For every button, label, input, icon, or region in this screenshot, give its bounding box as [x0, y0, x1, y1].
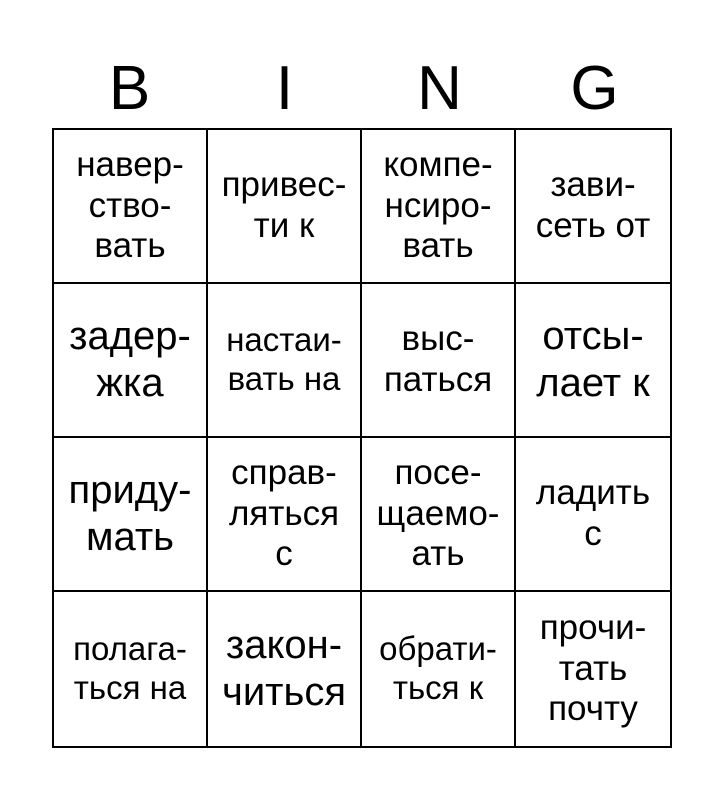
- bingo-cell[interactable]: [54, 130, 208, 284]
- cell-text: прочи- тать почту: [539, 607, 647, 729]
- header-letter-n: N: [417, 54, 462, 123]
- cell-text: задер- жка: [69, 314, 191, 405]
- cell-text: выс- паться: [383, 319, 493, 399]
- bingo-cell[interactable]: [208, 592, 362, 746]
- header-letter-b: B: [108, 54, 151, 123]
- bingo-cell[interactable]: [516, 438, 670, 592]
- bingo-cell[interactable]: [54, 592, 208, 746]
- bingo-cell[interactable]: [516, 130, 670, 284]
- bingo-cell[interactable]: [362, 438, 516, 592]
- bingo-cell[interactable]: [516, 592, 670, 746]
- bingo-cell[interactable]: [516, 284, 670, 438]
- bingo-cell[interactable]: [362, 130, 516, 284]
- cell-text: зави- сеть от: [535, 165, 651, 245]
- cell-text: обрати- ться к: [379, 630, 497, 706]
- bingo-cell[interactable]: [54, 284, 208, 438]
- header-letter-i: I: [275, 54, 294, 123]
- cell-text: навер- ство- вать: [76, 144, 184, 266]
- cell-text: ладить с: [535, 473, 651, 553]
- bingo-grid: [52, 128, 672, 748]
- bingo-cell[interactable]: [208, 284, 362, 438]
- cell-text: привес- ти к: [221, 165, 347, 245]
- cell-text: полага- ться на: [73, 630, 187, 706]
- bingo-header: [52, 50, 672, 128]
- bingo-cell[interactable]: [208, 130, 362, 284]
- header-letter-g: G: [570, 54, 619, 123]
- bingo-cell[interactable]: [208, 438, 362, 592]
- cell-text: настаи- вать на: [226, 321, 342, 397]
- bingo-cell[interactable]: [362, 592, 516, 746]
- cell-text: закон- читься: [221, 623, 346, 714]
- cell-text: посе- щаемо- ать: [376, 452, 500, 574]
- cell-text: справ- ляться с: [228, 452, 340, 574]
- bingo-cell[interactable]: [362, 284, 516, 438]
- bingo-cell[interactable]: [54, 438, 208, 592]
- cell-text: приду- мать: [68, 468, 192, 559]
- cell-text: отсы- лает к: [536, 314, 650, 405]
- cell-text: компе- нсиро- вать: [383, 144, 493, 266]
